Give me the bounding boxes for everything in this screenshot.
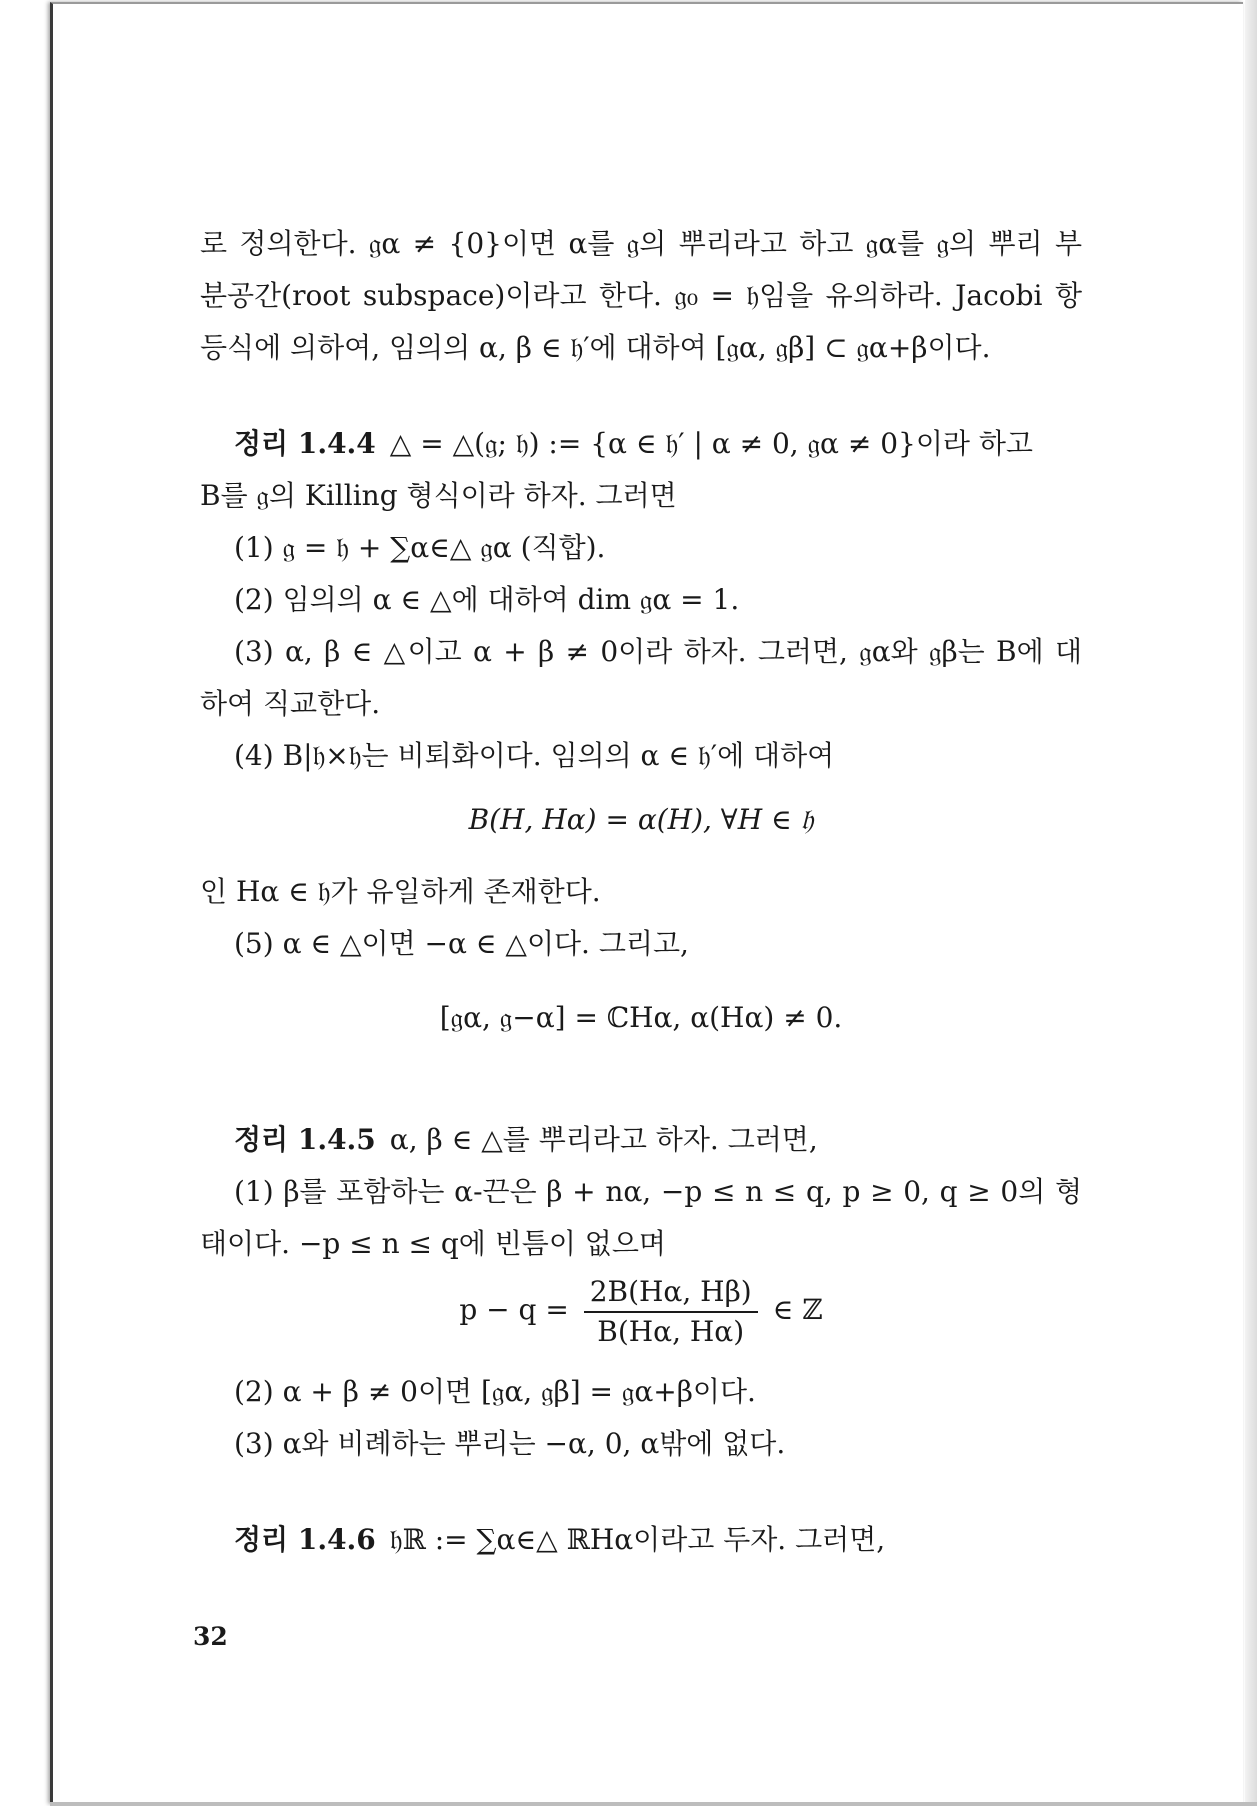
thm144-item4: (4) B|𝔥×𝔥는 비퇴화이다. 임의의 α ∈ 𝔥′에 대하여 xyxy=(234,739,835,772)
thm145-item1: (1) β를 포함하는 α-끈은 β + nα, −p ≤ n ≤ q, p ≥ 0, q ≥ 0의 형 xyxy=(234,1175,1082,1208)
para1-line1: 로 정의한다. 𝔤α ≠ {0}이면 α를 𝔤의 뿌리라고 하고 𝔤α를 𝔤의 뿌리 부 xyxy=(200,227,1082,260)
page-edge xyxy=(1245,0,1257,1806)
para1-line2: 분공간(root subspace)이라고 한다. 𝔤₀ = 𝔥임을 유의하라. Jacobi 항 xyxy=(200,279,1082,312)
theorem-statement: 𝔥ℝ := ∑α∈△ ℝHα이라고 두자. 그러면, xyxy=(389,1523,886,1556)
equation-killing: B(H, Hα) = α(H), ∀H ∈ 𝔥 xyxy=(468,803,814,836)
thm144-line2: B를 𝔤의 Killing 형식이라 하자. 그러면 xyxy=(200,479,677,512)
fraction xyxy=(584,1273,758,1351)
theorem-label: 정리 1.4.4 xyxy=(234,427,376,460)
page-bottom-edge xyxy=(50,1802,1257,1806)
theorem-1-4-6-heading xyxy=(234,1520,1082,1560)
theorem-1-4-5-heading xyxy=(234,1120,1082,1160)
theorem-statement: α, β ∈ △를 뿌리라고 하자. 그러면, xyxy=(389,1123,818,1156)
theorem-label: 정리 1.4.6 xyxy=(234,1523,376,1556)
thm144-item3-cont: 하여 직교한다. xyxy=(200,687,381,720)
thm145-item3: (3) α와 비례하는 뿌리는 −α, 0, α밖에 없다. xyxy=(234,1427,786,1460)
theorem-label: 정리 1.4.5 xyxy=(234,1123,376,1156)
para1-line3: 등식에 의하여, 임의의 α, β ∈ 𝔥′에 대하여 [𝔤α, 𝔤β] ⊂ 𝔤α+β이다. xyxy=(200,331,991,364)
thm144-item3: (3) α, β ∈ △이고 α + β ≠ 0이라 하자. 그러면, 𝔤α와 𝔤β는 B에 대 xyxy=(234,635,1082,668)
theorem-statement: △ = △(𝔤; 𝔥) := {α ∈ 𝔥′ | α ≠ 0, 𝔤α ≠ 0}이라 하고 xyxy=(389,427,1033,460)
thm145-item2: (2) α + β ≠ 0이면 [𝔤α, 𝔤β] = 𝔤α+β이다. xyxy=(234,1375,756,1408)
page-number: 32 xyxy=(193,1622,228,1651)
fraction-numerator: 2B(Hα, Hβ) xyxy=(584,1273,758,1313)
thm144-item2: (2) 임의의 α ∈ △에 대하여 dim 𝔤α = 1. xyxy=(234,583,740,616)
fraction-denominator: B(Hα, Hα) xyxy=(597,1314,745,1348)
theorem-1-4-4-heading xyxy=(234,424,1082,464)
thm145-item1-cont: 태이다. −p ≤ n ≤ q에 빈틈이 없으며 xyxy=(200,1227,666,1260)
thm144-item4-cont: 인 Hα ∈ 𝔥가 유일하게 존재한다. xyxy=(200,875,601,908)
equation-bracket: [𝔤α, 𝔤−α] = ℂHα, α(Hα) ≠ 0. xyxy=(439,1001,843,1034)
equation-rhs: ∈ ℤ xyxy=(772,1293,823,1326)
thm144-item5: (5) α ∈ △이면 −α ∈ △이다. 그리고, xyxy=(234,927,689,960)
thm144-item1: (1) 𝔤 = 𝔥 + ∑α∈△ 𝔤α (직합). xyxy=(234,531,606,564)
equation-string-formula xyxy=(200,1270,1082,1354)
equation-lhs: p − q = xyxy=(459,1293,569,1326)
